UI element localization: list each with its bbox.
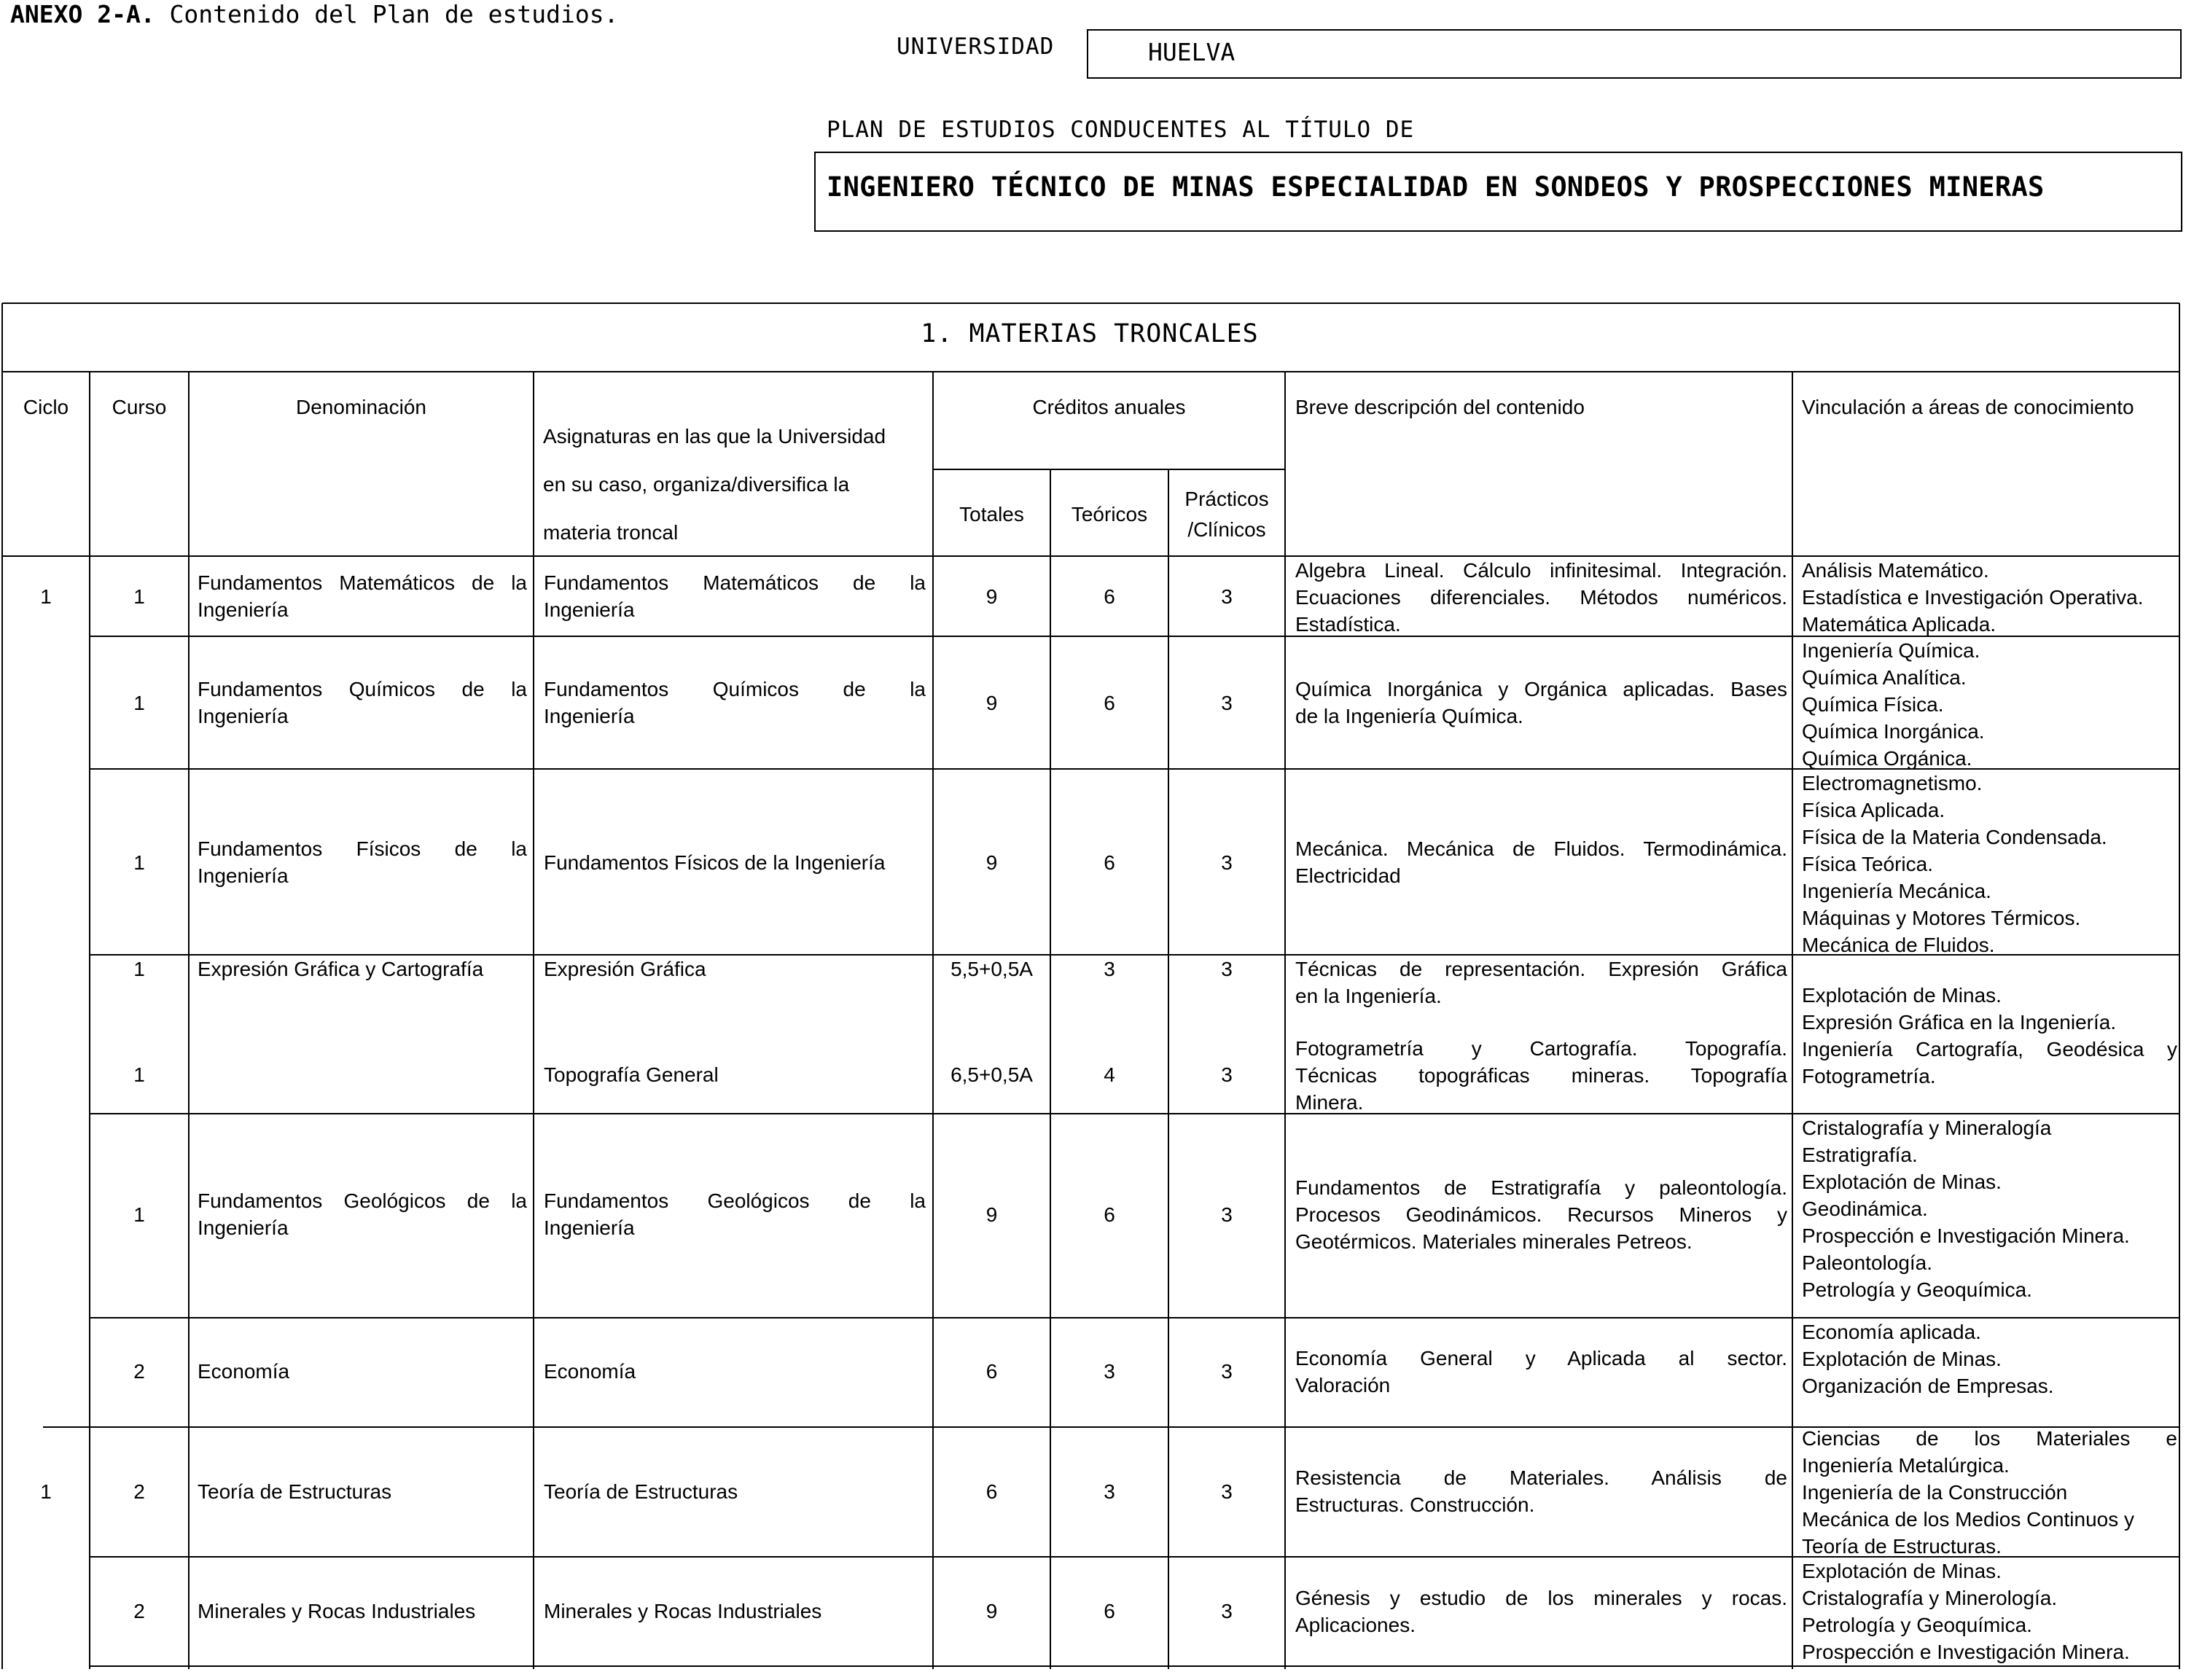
cell-asignatura bbox=[544, 849, 930, 876]
text-line: Estadística. bbox=[1295, 613, 1401, 636]
cell-asignatura bbox=[544, 676, 926, 730]
text-line: Estratigrafía. bbox=[1802, 1144, 1918, 1166]
text-line: Ingeniería bbox=[198, 1216, 289, 1239]
text-line: Minera. bbox=[1295, 1091, 1364, 1114]
cell-descripcion bbox=[1295, 676, 1787, 730]
text-line: Ingeniería Cartografía, Geodésica y bbox=[1802, 1038, 2177, 1060]
header-creditos: Créditos anuales bbox=[1032, 396, 1186, 418]
header-asignaturas-line: en su caso, organiza/diversifica la bbox=[543, 473, 850, 496]
text-line: Fundamentos de Estratigrafía y paleontología. bbox=[1295, 1176, 1787, 1199]
cell-teoricos: 3 bbox=[1104, 1480, 1115, 1503]
cell-curso: 1 bbox=[133, 851, 145, 874]
text-line: Matemática Aplicada. bbox=[1802, 613, 1996, 636]
text-line: Génesis y estudio de los minerales y rocas. bbox=[1295, 1587, 1787, 1609]
text-line: Fundamentos Matemáticos de la bbox=[198, 571, 527, 594]
cell-totales: 5,5+0,5A bbox=[950, 958, 1033, 980]
cell-practicos: 3 bbox=[1221, 585, 1233, 608]
text-line: Ingeniería bbox=[544, 598, 635, 621]
text-line: Fundamentos Físicos de la Ingeniería bbox=[544, 851, 886, 874]
text-line: Ingeniería bbox=[198, 864, 289, 887]
text-line: Fotogrametría. bbox=[1802, 1065, 1936, 1087]
text-line: Mecánica de Fluidos. bbox=[1802, 934, 1995, 956]
section-title: 1. MATERIAS TRONCALES bbox=[921, 319, 1259, 348]
text-line: Geodinámica. bbox=[1802, 1198, 1928, 1220]
cell-descripcion bbox=[1295, 1174, 1787, 1255]
university-label: UNIVERSIDAD bbox=[897, 34, 1055, 60]
text-line: Petrología y Geoquímica. bbox=[1802, 1614, 2032, 1636]
cell-curso: 1 bbox=[133, 585, 145, 608]
text-line: Economía aplicada. bbox=[1802, 1321, 1981, 1343]
text-line: Economía bbox=[544, 1360, 636, 1383]
cell-teoricos: 4 bbox=[1104, 1063, 1115, 1086]
header-practicos bbox=[1168, 484, 1285, 545]
cell-descripcion bbox=[1295, 1585, 1787, 1638]
header-curso: Curso bbox=[112, 396, 167, 418]
text-line: Economía General y Aplicada al sector. bbox=[1295, 1347, 1787, 1370]
text-line: Máquinas y Motores Térmicos. bbox=[1802, 907, 2081, 929]
cell-denominacion bbox=[198, 1478, 531, 1505]
text-line: Teoría de Estructuras bbox=[544, 1480, 738, 1503]
university-value: HUELVA bbox=[1148, 38, 1236, 66]
cell-denominacion bbox=[198, 956, 531, 982]
header-practicos-line: /Clínicos bbox=[1187, 518, 1266, 541]
header-practicos-line: Prácticos bbox=[1184, 488, 1269, 510]
header-descripcion: Breve descripción del contenido bbox=[1295, 396, 1585, 418]
text-line: Minerales y Rocas Industriales bbox=[544, 1600, 822, 1622]
text-line: Explotación de Minas. bbox=[1802, 1171, 2002, 1193]
text-line: Geotérmicos. Materiales minerales Petreos. bbox=[1295, 1230, 1693, 1253]
text-line: Ingeniería Mecánica. bbox=[1802, 880, 1991, 902]
cell-teoricos: 6 bbox=[1104, 1203, 1115, 1226]
header-asignaturas-line: Asignaturas en las que la Universidad bbox=[543, 425, 886, 448]
cell-curso: 1 bbox=[133, 958, 145, 980]
cell-practicos: 3 bbox=[1221, 1063, 1233, 1086]
text-line: Ingeniería Metalúrgica. bbox=[1802, 1454, 2010, 1477]
cell-areas bbox=[1802, 637, 2177, 772]
text-line: Explotación de Minas. bbox=[1802, 984, 2002, 1007]
cell-practicos: 3 bbox=[1221, 851, 1233, 874]
text-line: Prospección e Investigación Minera. bbox=[1802, 1641, 2130, 1663]
cell-practicos: 3 bbox=[1221, 958, 1233, 980]
cell-asignatura bbox=[544, 1358, 926, 1385]
text-line: Análisis Matemático. bbox=[1802, 559, 1989, 582]
text-line: Explotación de Minas. bbox=[1802, 1560, 2002, 1582]
annex-label: ANEXO 2-A. bbox=[10, 0, 155, 28]
text-line: Fundamentos Químicos de la bbox=[198, 678, 527, 700]
text-line: Expresión Gráfica bbox=[544, 958, 706, 980]
cell-ciclo: 1 bbox=[40, 1480, 52, 1503]
cell-asignatura bbox=[544, 1478, 926, 1505]
text-line: Química Orgánica. bbox=[1802, 747, 1972, 770]
text-line: Técnicas topográficas mineras. Topografía bbox=[1295, 1064, 1787, 1087]
cell-totales: 6,5+0,5A bbox=[950, 1063, 1033, 1086]
text-line: Estadística e Investigación Operativa. bbox=[1802, 586, 2144, 609]
text-line: Química Inorgánica. bbox=[1802, 720, 1985, 743]
cell-areas bbox=[1802, 982, 2177, 1090]
cell-asignatura bbox=[544, 956, 926, 982]
text-line: Economía bbox=[198, 1360, 290, 1383]
text-line: Paleontología. bbox=[1802, 1251, 1933, 1274]
cell-descripcion bbox=[1295, 557, 1787, 638]
header-asignaturas bbox=[543, 413, 929, 557]
cell-totales: 9 bbox=[985, 1600, 998, 1622]
cell-teoricos: 6 bbox=[1104, 851, 1115, 874]
cell-teoricos: 3 bbox=[1104, 1360, 1115, 1383]
cell-totales: 9 bbox=[985, 851, 998, 874]
cell-descripcion bbox=[1295, 835, 1787, 889]
cell-asignatura bbox=[544, 1598, 926, 1625]
text-line: Fundamentos Geológicos de la bbox=[544, 1189, 926, 1212]
text-line: Topografía General bbox=[544, 1063, 719, 1086]
cell-asignatura bbox=[544, 1061, 926, 1088]
text-line: Petrología y Geoquímica. bbox=[1802, 1278, 2032, 1301]
text-line: Ingeniería bbox=[544, 1216, 635, 1239]
text-line: Mecánica. Mecánica de Fluidos. Termodinámica. bbox=[1295, 837, 1787, 860]
text-line: Procesos Geodinámicos. Recursos Mineros y bbox=[1295, 1203, 1787, 1226]
text-line: Ingeniería bbox=[198, 705, 289, 727]
header-vinculacion: Vinculación a áreas de conocimiento bbox=[1802, 396, 2134, 418]
cell-areas bbox=[1802, 1558, 2177, 1665]
cell-totales: 6 bbox=[985, 1360, 998, 1383]
text-line: Ciencias de los Materiales e bbox=[1802, 1427, 2177, 1450]
text-line: Teoría de Estructuras bbox=[198, 1480, 392, 1503]
cell-areas bbox=[1802, 1318, 2177, 1399]
cell-curso: 2 bbox=[133, 1600, 145, 1622]
text-line: Teoría de Estructuras. bbox=[1802, 1535, 2002, 1558]
cell-curso: 2 bbox=[133, 1360, 145, 1383]
header-asignaturas-line: materia troncal bbox=[543, 521, 679, 544]
cell-denominacion bbox=[198, 569, 527, 623]
cell-descripcion bbox=[1295, 1035, 1787, 1116]
text-line: Aplicaciones. bbox=[1295, 1614, 1416, 1636]
cell-descripcion bbox=[1295, 956, 1787, 1009]
text-line: Física Aplicada. bbox=[1802, 799, 1945, 821]
cell-asignatura bbox=[544, 1187, 926, 1241]
text-line: Ingeniería Química. bbox=[1802, 639, 1980, 662]
cell-practicos: 3 bbox=[1221, 1480, 1233, 1503]
text-line: Ingeniería bbox=[198, 598, 289, 621]
text-line: Física Teórica. bbox=[1802, 853, 1933, 875]
text-line: Explotación de Minas. bbox=[1802, 1348, 2002, 1370]
cell-teoricos: 6 bbox=[1104, 1600, 1115, 1622]
header-teoricos: Teóricos bbox=[1071, 503, 1148, 526]
cell-curso: 1 bbox=[133, 1063, 145, 1086]
text-line: Estructuras. Construcción. bbox=[1295, 1493, 1535, 1516]
text-line: Fundamentos Matemáticos de la bbox=[544, 571, 926, 594]
cell-practicos: 3 bbox=[1221, 692, 1233, 714]
cell-teoricos: 6 bbox=[1104, 692, 1115, 714]
degree-title: INGENIERO TÉCNICO DE MINAS ESPECIALIDAD EN SONDEOS Y PROSPECCIONES MINERAS bbox=[827, 171, 2045, 203]
cell-denominacion bbox=[198, 1187, 527, 1241]
text-line: Valoración bbox=[1295, 1374, 1391, 1396]
cell-teoricos: 3 bbox=[1104, 958, 1115, 980]
text-line: Minerales y Rocas Industriales bbox=[198, 1600, 476, 1622]
cell-practicos: 3 bbox=[1221, 1600, 1233, 1622]
annex-text: Contenido del Plan de estudios. bbox=[155, 0, 619, 28]
header-ciclo: Ciclo bbox=[23, 396, 69, 418]
text-line: Fundamentos Geológicos de la bbox=[198, 1189, 527, 1212]
cell-denominacion bbox=[198, 676, 527, 730]
cell-curso: 1 bbox=[133, 1203, 145, 1226]
text-line: Electricidad bbox=[1295, 864, 1401, 887]
text-line: Expresión Gráfica en la Ingeniería. bbox=[1802, 1011, 2117, 1034]
cell-totales: 6 bbox=[985, 1480, 998, 1503]
text-line: Cristalografía y Mineralogía bbox=[1802, 1117, 2052, 1139]
cell-totales: 9 bbox=[985, 692, 998, 714]
text-line: Ecuaciones diferenciales. Métodos numéricos. bbox=[1295, 586, 1787, 609]
text-line: Electromagnetismo. bbox=[1802, 772, 1983, 794]
text-line: Química Analítica. bbox=[1802, 666, 1967, 689]
text-line: Química Inorgánica y Orgánica aplicadas. Bases bbox=[1295, 678, 1787, 700]
cell-teoricos: 6 bbox=[1104, 585, 1115, 608]
text-line: Fotogrametría y Cartografía. Topografía. bbox=[1295, 1037, 1787, 1060]
text-line: Ingeniería de la Construcción bbox=[1802, 1481, 2068, 1504]
cell-curso: 1 bbox=[133, 692, 145, 714]
cell-descripcion bbox=[1295, 1345, 1787, 1399]
cell-areas bbox=[1802, 557, 2177, 638]
cell-descripcion bbox=[1295, 1464, 1787, 1518]
cell-curso: 2 bbox=[133, 1480, 145, 1503]
cell-practicos: 3 bbox=[1221, 1360, 1233, 1383]
text-line: Fundamentos Químicos de la bbox=[544, 678, 926, 700]
text-line: Física de la Materia Condensada. bbox=[1802, 826, 2107, 848]
text-line: de la Ingeniería Química. bbox=[1295, 705, 1523, 727]
cell-denominacion bbox=[198, 835, 527, 889]
text-line: Prospección e Investigación Minera. bbox=[1802, 1224, 2130, 1247]
cell-ciclo: 1 bbox=[40, 585, 52, 608]
text-line: Algebra Lineal. Cálculo infinitesimal. Integración. bbox=[1295, 559, 1787, 582]
text-line: Mecánica de los Medios Continuos y bbox=[1802, 1508, 2135, 1531]
text-line: Resistencia de Materiales. Análisis de bbox=[1295, 1466, 1787, 1489]
plan-label: PLAN DE ESTUDIOS CONDUCENTES AL TÍTULO DE bbox=[827, 117, 1415, 143]
text-line: Química Física. bbox=[1802, 693, 1944, 716]
header-denominacion: Denominación bbox=[296, 396, 426, 418]
text-line: Técnicas de representación. Expresión Gráfica bbox=[1295, 958, 1787, 980]
cell-areas bbox=[1802, 1425, 2177, 1560]
text-line: Ingeniería bbox=[544, 705, 635, 727]
header-totales: Totales bbox=[959, 503, 1024, 526]
cell-practicos: 3 bbox=[1221, 1203, 1233, 1226]
cell-totales: 9 bbox=[985, 585, 998, 608]
cell-asignatura bbox=[544, 569, 926, 623]
cell-denominacion bbox=[198, 1598, 531, 1625]
text-line: Organización de Empresas. bbox=[1802, 1375, 2054, 1397]
text-line: Expresión Gráfica y Cartografía bbox=[198, 958, 484, 980]
text-line: en la Ingeniería. bbox=[1295, 985, 1442, 1007]
cell-denominacion bbox=[198, 1358, 531, 1385]
cell-areas bbox=[1802, 770, 2177, 958]
text-line: Cristalografía y Minerología. bbox=[1802, 1587, 2058, 1609]
cell-areas bbox=[1802, 1114, 2177, 1303]
text-line: Fundamentos Físicos de la bbox=[198, 837, 527, 860]
cell-totales: 9 bbox=[985, 1203, 998, 1226]
